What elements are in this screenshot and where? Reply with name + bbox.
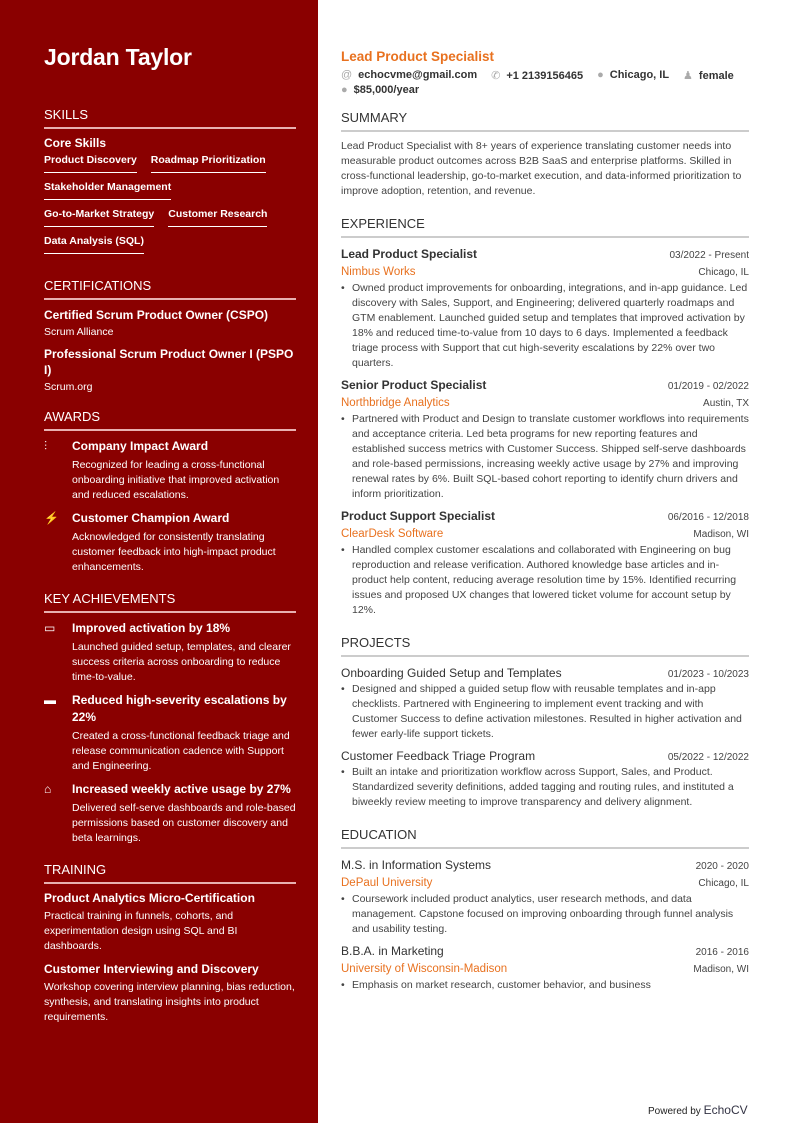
training-desc: Workshop covering interview planning, bias reduction, synthesis, and translating insights into product requirements. xyxy=(44,981,295,1023)
certifications-section xyxy=(44,278,296,393)
summary-text: Lead Product Specialist with 8+ years of experience translating customer needs into measurable product outcomes across B2B SaaS and enterprise platforms. Skilled in cross-functional leadership, go-to-market execution, and data-informed prioritization to improve adoption, retention, and revenue. xyxy=(341,140,742,197)
phone-icon: ✆ xyxy=(491,70,501,82)
projects-section xyxy=(341,635,749,810)
experience-section xyxy=(341,216,749,618)
candidate-name: Jordan Taylor xyxy=(44,44,192,70)
skill-tag: Product Discovery xyxy=(44,154,137,173)
award-item xyxy=(44,510,296,575)
skills-section xyxy=(44,107,296,262)
education-item xyxy=(341,942,749,993)
certifications-heading: CERTIFICATIONS xyxy=(44,278,296,300)
gender: female xyxy=(698,70,734,82)
at-icon: @ xyxy=(341,69,353,81)
training-title: Customer Interviewing and Discovery xyxy=(44,962,259,976)
education-section xyxy=(341,827,749,993)
skill-tag: Go-to-Market Strategy xyxy=(44,208,154,227)
training-desc: Practical training in funnels, cohorts, and experimentation design using SQL and BI dashboards. xyxy=(44,910,238,952)
battery-full-icon: ▬ xyxy=(44,693,56,707)
achievements-heading: KEY ACHIEVEMENTS xyxy=(44,591,296,613)
project-title: Onboarding Guided Setup and Templates xyxy=(341,666,562,680)
achievement-item xyxy=(44,620,296,685)
bullet: • Designed and shipped a guided setup flow with reusable templates and in-app checklists. Partnered with Engineering to implement event tracking and with Customer Success to define activation milestones. Resulted in higher activation and fewer early-life support tickets. xyxy=(352,682,749,742)
dates: 01/2019 - 02/2022 xyxy=(667,381,749,392)
email[interactable]: echocvme@gmail.com xyxy=(358,69,478,81)
skill-tag: Stakeholder Management xyxy=(44,181,171,200)
projects-heading: PROJECTS xyxy=(341,635,749,657)
award-title: Customer Champion Award xyxy=(72,511,230,525)
footer xyxy=(648,1103,748,1117)
achievement-title: Increased weekly active usage by 27% xyxy=(72,782,291,796)
experience-heading: EXPERIENCE xyxy=(341,216,749,238)
dates: 05/2022 - 12/2022 xyxy=(667,752,749,763)
sliders-icon: ⫶ xyxy=(44,439,48,453)
sidebar xyxy=(0,0,318,1123)
skill-tag: Customer Research xyxy=(168,208,267,227)
bullet: • Coursework included product analytics, user research methods, and data management. Capstone focused on improving onboarding through funnel analysis and usability testing. xyxy=(352,892,749,937)
position-title: Lead Product Specialist xyxy=(341,247,478,261)
location-icon: ● xyxy=(597,69,604,81)
bullet: • Built an intake and prioritization workflow across Support, Sales, and Product. Standardized severity definitions, added tagging and routing rules, and instituted a biweekly review meeting to improve transparency and delivery alignment. xyxy=(352,765,749,810)
achievement-title: Improved activation by 18% xyxy=(72,621,231,635)
award-desc: Recognized for leading a cross-functional onboarding initiative that improved activation and reduced escalations. xyxy=(72,459,280,501)
bullet: • Emphasis on market research, customer behavior, and business xyxy=(352,978,749,993)
cert-issuer: Scrum.org xyxy=(44,381,93,393)
job-title: Lead Product Specialist xyxy=(341,49,495,64)
person-icon: ♟ xyxy=(683,70,693,82)
location: Austin, TX xyxy=(703,398,749,409)
training-title: Product Analytics Micro-Certification xyxy=(44,891,255,905)
education-heading: EDUCATION xyxy=(341,827,749,849)
skills-group: Core Skills xyxy=(44,136,107,150)
location: Madison, WI xyxy=(693,529,749,540)
awards-section xyxy=(44,409,296,575)
summary-heading: SUMMARY xyxy=(341,110,749,132)
company: ClearDesk Software xyxy=(341,528,444,540)
dates: 03/2022 - Present xyxy=(669,250,749,261)
bolt-icon: ⚡ xyxy=(44,511,59,525)
experience-item xyxy=(341,245,749,371)
store-icon: ⌂ xyxy=(44,782,52,796)
achievement-desc: Created a cross-functional feedback triage and release communication cadence with Support and Engineering. xyxy=(72,730,290,772)
company: Northbridge Analytics xyxy=(341,397,450,409)
skill-tag: Roadmap Prioritization xyxy=(151,154,266,173)
powered-by: Powered by xyxy=(648,1106,701,1117)
salary: $85,000/year xyxy=(353,84,420,96)
location: Madison, WI xyxy=(693,964,749,975)
achievement-item xyxy=(44,692,296,774)
position-title: Product Support Specialist xyxy=(341,509,496,523)
school: DePaul University xyxy=(341,877,433,889)
degree: M.S. in Information Systems xyxy=(341,858,492,872)
award-title: Company Impact Award xyxy=(72,439,209,453)
dates: 06/2016 - 12/2018 xyxy=(667,512,749,523)
cert-title: Certified Scrum Product Owner (CSPO) xyxy=(44,308,269,322)
location: Chicago, IL xyxy=(698,267,749,278)
battery-empty-icon: ▭ xyxy=(44,621,56,635)
brand-link[interactable]: EchoCV xyxy=(703,1103,748,1117)
main-content xyxy=(341,49,749,1031)
awards-heading: AWARDS xyxy=(44,409,296,431)
dates: 2020 - 2020 xyxy=(695,861,749,872)
achievement-desc: Launched guided setup, templates, and clearer success criteria across onboarding to reduce time-to-value. xyxy=(72,641,291,683)
skills-heading: SKILLS xyxy=(44,107,296,129)
project-item xyxy=(341,664,749,742)
education-item xyxy=(341,856,749,937)
cert-title: Professional Scrum Product Owner I (PSPO I) xyxy=(44,347,294,377)
achievement-item xyxy=(44,781,296,846)
project-item xyxy=(341,747,749,810)
bullet: • Handled complex customer escalations and collaborated with Engineering on bug reproduction and release verification. Authored knowledge base articles and in-product help content, reducing average resolution time by 15%. Identified recurring issues and proposed UX changes that lowered ticket volume for account setup by 12%. xyxy=(352,543,749,618)
school: University of Wisconsin-Madison xyxy=(341,963,508,975)
bullet: • Owned product improvements for onboarding, integrations, and in-app guidance. Led discovery with Sales, Support, and Engineering; delivered quarterly roadmaps and GTM enablement. Launched guided setup and templates that improved activation by 18% and reduced time-to-value from 10 days to 6 days. Implemented a feedback triage process with Support that cut high-severity escalations by 22% over two quarters. xyxy=(352,281,749,371)
achievements-section xyxy=(44,591,296,846)
project-title: Customer Feedback Triage Program xyxy=(341,749,536,763)
phone[interactable]: +1 2139156465 xyxy=(506,70,584,82)
award-item xyxy=(44,438,296,503)
award-desc: Acknowledged for consistently translating customer feedback into high-impact product enhancements. xyxy=(72,531,276,573)
position-title: Senior Product Specialist xyxy=(341,378,487,392)
location: Chicago, IL xyxy=(698,878,749,889)
degree: B.B.A. in Marketing xyxy=(341,944,444,958)
training-heading: TRAINING xyxy=(44,862,296,884)
bullet: • Partnered with Product and Design to translate customer workflows into requirements and acceptance criteria. Led beta programs for new reporting features and established success metrics with Customer Success. Shipped self-serve dashboards and role-based permissions, increasing weekly active usage by 27% and improving renewal rates by 6%. Built SQL-based cohort reporting to identify churn drivers and inform prioritization. xyxy=(352,412,749,502)
experience-item xyxy=(341,507,749,618)
salary-icon: ● xyxy=(341,84,348,96)
skill-tag: Data Analysis (SQL) xyxy=(44,235,144,254)
achievement-desc: Delivered self-serve dashboards and role-based permissions based on customer discovery and beta learnings. xyxy=(72,802,296,844)
contact-info xyxy=(341,69,749,96)
dates: 01/2023 - 10/2023 xyxy=(667,669,749,680)
dates: 2016 - 2016 xyxy=(695,947,749,958)
location: Chicago, IL xyxy=(609,69,670,81)
achievement-title: Reduced high-severity escalations by 22% xyxy=(72,693,287,724)
company: Nimbus Works xyxy=(341,266,416,278)
cert-issuer: Scrum Alliance xyxy=(44,326,114,338)
experience-item xyxy=(341,376,749,502)
summary-section xyxy=(341,110,749,199)
training-section xyxy=(44,862,296,1025)
